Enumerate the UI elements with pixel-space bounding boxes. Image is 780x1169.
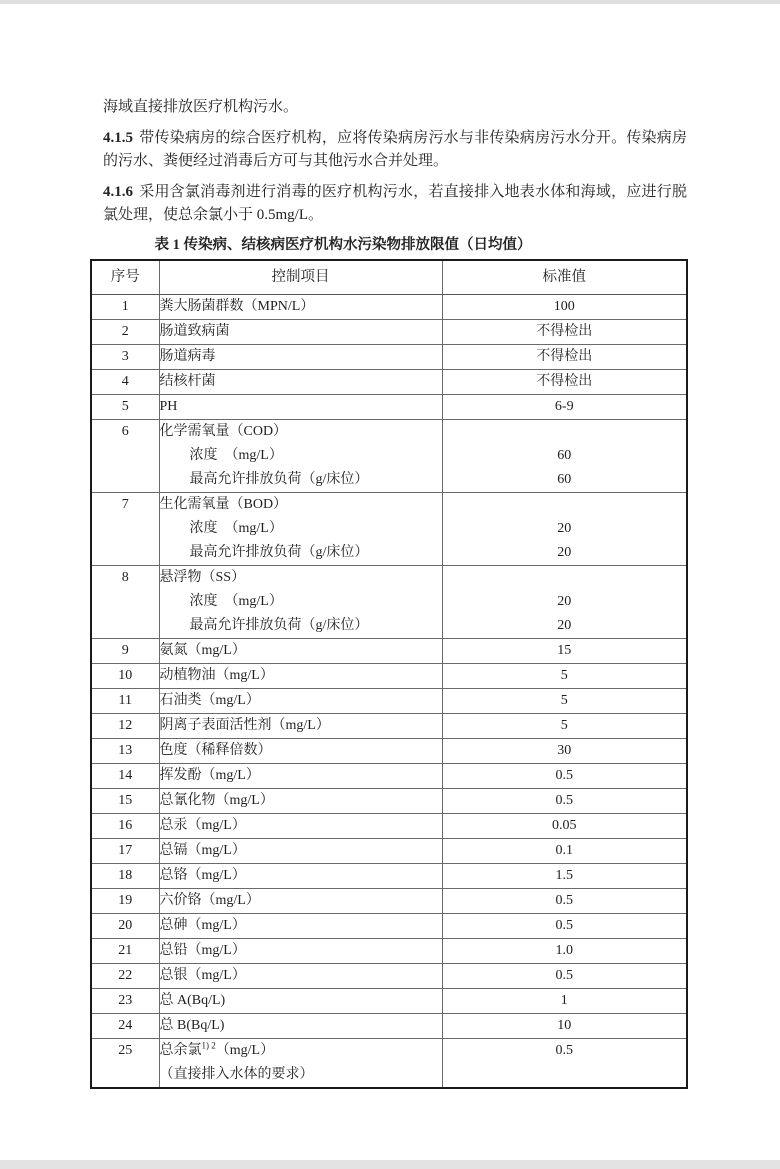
control-item-cell: 总镉（mg/L）	[159, 839, 442, 864]
row-number-cell: 14	[91, 764, 159, 789]
item-subline: 浓度 （mg/L）	[189, 594, 283, 609]
control-item-cell: 动植物油（mg/L）	[159, 664, 442, 689]
item-subline: 浓度 （mg/L）	[189, 521, 283, 536]
table-row-9	[91, 639, 687, 664]
table-row-10	[91, 664, 687, 689]
control-item-cell: 肠道病毒	[159, 345, 442, 370]
control-item-cell: 阴离子表面活性剂（mg/L）	[159, 714, 442, 739]
paragraph-text: 海域直接排放医疗机构污水。	[103, 99, 299, 115]
row-number-cell: 22	[91, 964, 159, 989]
standard-value-cell	[442, 566, 687, 639]
standard-value-cell: 5	[442, 689, 687, 714]
standard-value-cell: 0.5	[442, 1039, 687, 1089]
standard-value-cell: 6-9	[442, 395, 687, 420]
control-item-cell: 肠道致病菌	[159, 320, 442, 345]
standard-value-cell: 不得检出	[442, 345, 687, 370]
row-number-cell: 11	[91, 689, 159, 714]
standard-value-cell: 0.5	[442, 889, 687, 914]
page-bottom-edge	[0, 1160, 780, 1169]
control-item-cell: 总氰化物（mg/L）	[159, 789, 442, 814]
item-subline: 最高允许排放负荷（g/床位）	[189, 545, 369, 560]
table-body	[91, 295, 687, 1089]
value-spacer	[443, 566, 687, 590]
table-row-4	[91, 370, 687, 395]
table-title: 表 1 传染病、结核病医疗机构水污染物排放限值（日均值）	[154, 237, 532, 253]
standard-value-cell: 0.5	[442, 789, 687, 814]
section-number: 4.1.6	[103, 184, 133, 200]
subline-value: 60	[557, 472, 572, 487]
table-row-3	[91, 345, 687, 370]
row-number-cell: 12	[91, 714, 159, 739]
standard-value-cell: 不得检出	[442, 370, 687, 395]
standard-value-cell: 10	[442, 1014, 687, 1039]
row-number-cell: 10	[91, 664, 159, 689]
item-label: 化学需氧量（COD）	[159, 424, 288, 439]
subline-value: 20	[557, 618, 572, 633]
table-row-23	[91, 989, 687, 1014]
row-number-cell: 8	[91, 566, 159, 639]
control-item-cell: 色度（稀释倍数）	[159, 739, 442, 764]
row-number-cell: 24	[91, 1014, 159, 1039]
standard-value-cell: 1.5	[442, 864, 687, 889]
row-number-cell: 5	[91, 395, 159, 420]
section-text: 采用含氯消毒剂进行消毒的医疗机构污水，若直接排入地表水体和海域，应进行脱氯处理，使总余氯小于 0.5mg/L。	[103, 184, 687, 223]
standard-value-cell: 5	[442, 664, 687, 689]
standard-value-cell: 30	[442, 739, 687, 764]
row-number-cell: 21	[91, 939, 159, 964]
row-number-cell: 23	[91, 989, 159, 1014]
row-number-cell: 9	[91, 639, 159, 664]
control-item-cell: 总汞（mg/L）	[159, 814, 442, 839]
item-label: 悬浮物（SS）	[159, 570, 246, 585]
pollutant-limits-table	[90, 259, 688, 1089]
value-spacer	[443, 493, 687, 517]
item-subline: 最高允许排放负荷（g/床位）	[189, 472, 369, 487]
table-row-14	[91, 764, 687, 789]
row-number-cell: 2	[91, 320, 159, 345]
value-spacer	[443, 420, 687, 444]
standard-value-cell: 1.0	[442, 939, 687, 964]
control-item-cell	[159, 566, 442, 639]
table-row-12	[91, 714, 687, 739]
standard-value-cell: 0.05	[442, 814, 687, 839]
control-item-cell: 结核杆菌	[159, 370, 442, 395]
control-item-cell: PH	[159, 395, 442, 420]
section-number: 4.1.5	[103, 130, 133, 146]
control-item-cell: 石油类（mg/L）	[159, 689, 442, 714]
row-number-cell: 7	[91, 493, 159, 566]
header-标准值: 标准值	[442, 260, 687, 295]
table-row-8	[91, 566, 687, 639]
table-row-13	[91, 739, 687, 764]
table-row-5	[91, 395, 687, 420]
row-number-cell: 17	[91, 839, 159, 864]
row-number-cell: 3	[91, 345, 159, 370]
control-item-cell	[159, 1039, 442, 1089]
row-number-cell: 18	[91, 864, 159, 889]
standard-value-cell: 不得检出	[442, 320, 687, 345]
header-控制项目: 控制项目	[159, 260, 442, 295]
row-number-cell: 25	[91, 1039, 159, 1089]
item-label-line2: （直接排入水体的要求）	[159, 1067, 314, 1082]
subline-value: 60	[557, 448, 572, 463]
page-top-edge	[0, 0, 780, 4]
row-number-cell: 20	[91, 914, 159, 939]
subline-value: 20	[557, 545, 572, 560]
standard-value-cell: 0.5	[442, 914, 687, 939]
control-item-cell	[159, 420, 442, 493]
row-number-cell: 15	[91, 789, 159, 814]
standard-value-cell: 100	[442, 295, 687, 320]
control-item-cell: 挥发酚（mg/L）	[159, 764, 442, 789]
paragraph-4-1-5	[103, 127, 687, 173]
row-number-cell: 13	[91, 739, 159, 764]
row-number-cell: 6	[91, 420, 159, 493]
paragraph-4-1-6	[103, 181, 687, 227]
subline-value: 20	[557, 521, 572, 536]
control-item-cell: 粪大肠菌群数（MPN/L）	[159, 295, 442, 320]
table-row-24	[91, 1014, 687, 1039]
control-item-cell: 总 B(Bq/L)	[159, 1014, 442, 1039]
item-subline: 最高允许排放负荷（g/床位）	[189, 618, 369, 633]
row-number-cell: 19	[91, 889, 159, 914]
subline-value: 20	[557, 594, 572, 609]
item-subline: 浓度 （mg/L）	[189, 448, 283, 463]
standard-value-cell	[442, 493, 687, 566]
control-item-cell: 六价铬（mg/L）	[159, 889, 442, 914]
control-item-cell: 总银（mg/L）	[159, 964, 442, 989]
table-row-6	[91, 420, 687, 493]
standard-value-cell: 1	[442, 989, 687, 1014]
control-item-cell: 总砷（mg/L）	[159, 914, 442, 939]
table-row-17	[91, 839, 687, 864]
row-number-cell: 1	[91, 295, 159, 320]
table-row-2	[91, 320, 687, 345]
section-text: 带传染病房的综合医疗机构，应将传染病房污水与非传染病房污水分开。传染病房的污水、粪便经过消毒后方可与其他污水合并处理。	[103, 130, 687, 169]
standard-value-cell: 0.1	[442, 839, 687, 864]
table-row-7	[91, 493, 687, 566]
table-row-11	[91, 689, 687, 714]
table-row-21	[91, 939, 687, 964]
table-row-22	[91, 964, 687, 989]
row-number-cell: 4	[91, 370, 159, 395]
table-row-20	[91, 914, 687, 939]
standard-value-cell: 5	[442, 714, 687, 739]
table-row-19	[91, 889, 687, 914]
paragraph-continuation	[103, 96, 687, 119]
table-row-1	[91, 295, 687, 320]
control-item-cell: 总 A(Bq/L)	[159, 989, 442, 1014]
table-row-18	[91, 864, 687, 889]
table-row-15	[91, 789, 687, 814]
standard-value-cell: 15	[442, 639, 687, 664]
item-label: 生化需氧量（BOD）	[159, 497, 288, 512]
standard-value-cell: 0.5	[442, 964, 687, 989]
item-label: 总余氯$^{1) 2}$（mg/L）	[159, 1040, 275, 1058]
standard-value-cell	[442, 420, 687, 493]
control-item-cell: 总铬（mg/L）	[159, 864, 442, 889]
control-item-cell: 总铅（mg/L）	[159, 939, 442, 964]
control-item-cell	[159, 493, 442, 566]
standard-value-cell: 0.5	[442, 764, 687, 789]
header-序号: 序号	[91, 260, 159, 295]
table-row-16	[91, 814, 687, 839]
table-header	[91, 260, 687, 295]
table-row-25	[91, 1039, 687, 1089]
control-item-cell: 氨氮（mg/L）	[159, 639, 442, 664]
row-number-cell: 16	[91, 814, 159, 839]
footnote-marker: 1) 2	[201, 1040, 216, 1051]
